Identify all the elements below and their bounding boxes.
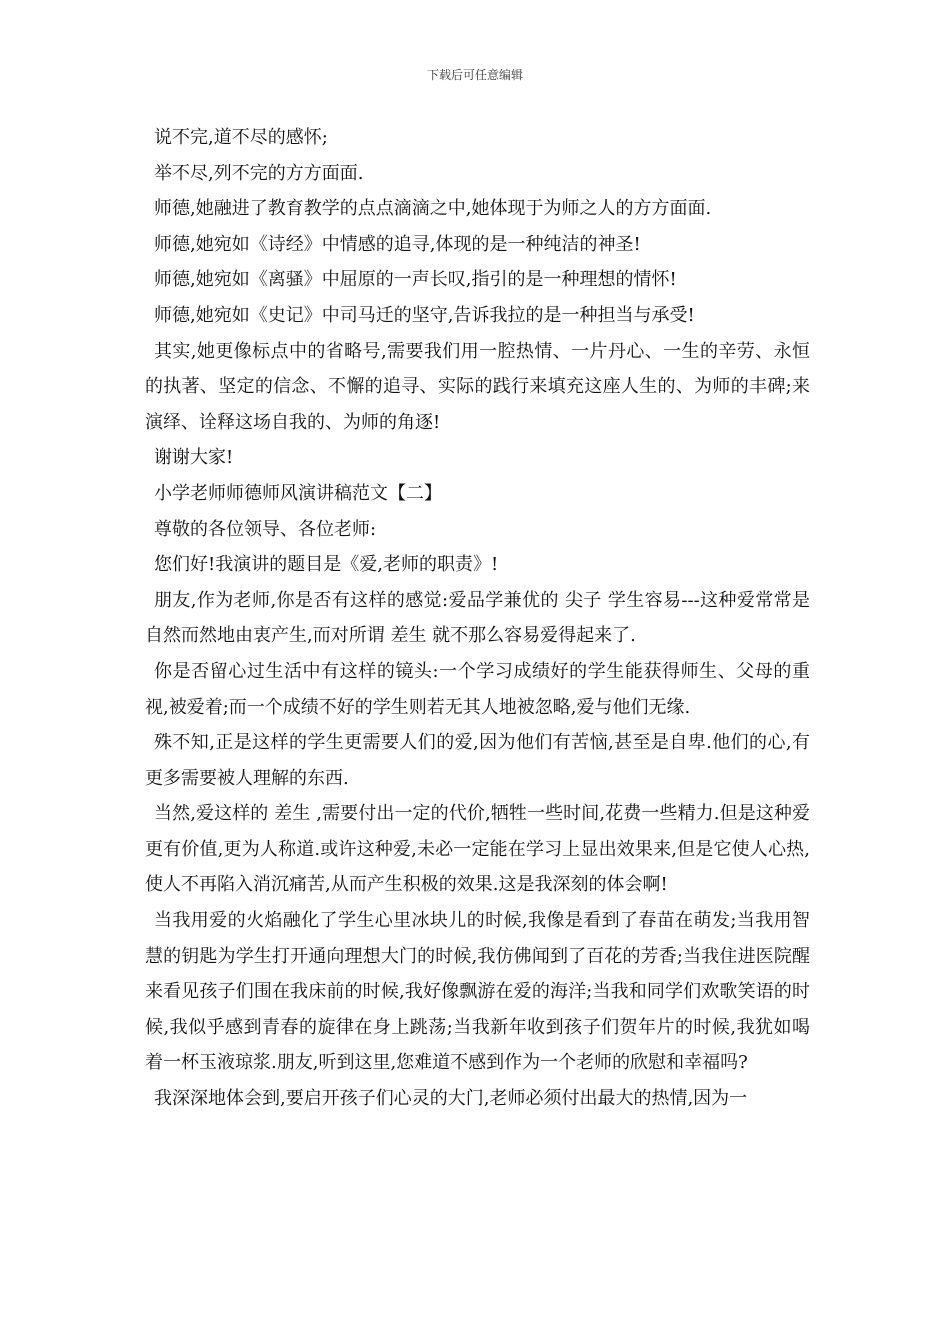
paragraph: 谢谢大家! — [154, 447, 234, 469]
paragraph: 你是否留心过生活中有这样的镜头:一个学习成绩好的学生能获得师生、父母的重视,被爱着;而一个成绩不好的学生则若无其人地被忽略,爱与他们无缘. — [145, 660, 810, 718]
paragraph: 您们好!我演讲的题目是《爱,老师的职责》! — [154, 554, 499, 576]
paragraph: 师德,她融进了教育教学的点点滴滴之中,她体现于为师之人的方方面面. — [154, 198, 712, 220]
paragraph: 我深深地体会到,要启开孩子们心灵的大门,老师必须付出最大的热情,因为一 — [154, 1088, 748, 1110]
salutation: 尊敬的各位领导、各位老师: — [154, 518, 377, 540]
paragraph: 殊不知,正是这样的学生更需要人们的爱,因为他们有苦恼,甚至是自卑.他们的心,有更多需要被人理解的东西. — [145, 732, 810, 789]
paragraph: 其实,她更像标点中的省略号,需要我们用一腔热情、一片丹心、一生的辛劳、永恒的执著、坚定的信念、不懈的追寻、实际的践行来填充这座人生的、为师的丰碑;来演绎、诠释这场自我的、为师的角逐! — [145, 340, 810, 433]
paragraph: 朋友,作为老师,你是否有这样的感觉:爱品学兼优的 尖子 学生容易---这种爱常常是自然而然地由衷产生,而对所谓 差生 就不那么容易爱得起来了. — [145, 589, 810, 647]
paragraph: 师德,她宛如《史记》中司马迁的坚守,告诉我拉的是一种担当与承受! — [154, 304, 695, 326]
paragraph: 师德,她宛如《离骚》中屈原的一声长叹,指引的是一种理想的情怀! — [154, 269, 677, 291]
paragraph: 当我用爱的火焰融化了学生心里冰块儿的时候,我像是看到了春苗在萌发;当我用智慧的钥匙为学生打开通向理想大门的时候,我仿佛闻到了百花的芳香;当我住进医院醒来看见孩子们围在我床前的时候,我好像飘游在爱的海洋;当我和同学们欢歌笑语的时候,我似乎感到青春的旋律在身上跳荡;当我新年收到孩子们贺年片的时候,我犹如喝着一杯玉液琼浆.朋友,听到这里,您难道不感到作为一个老师的欣慰和幸福吗? — [145, 910, 810, 1074]
section-title: 小学老师师德师风演讲稿范文【二】 — [154, 482, 442, 504]
document-body — [145, 120, 810, 1117]
header-note: 下载后可任意编辑 — [426, 68, 523, 82]
paragraph: 说不完,道不尽的感怀; — [154, 127, 328, 148]
paragraph: 举不尽,列不完的方方面面. — [154, 162, 364, 184]
paragraph: 当然,爱这样的 差生 ,需要付出一定的代价,牺牲一些时间,花费一些精力.但是这种爱更有价值,更为人称道.或许这种爱,未必一定能在学习上显出效果来,但是它使人心热,使人不再陷入消沉痛苦,从而产生积极的效果.这是我深刻的体会啊! — [145, 803, 810, 896]
paragraph: 师德,她宛如《诗经》中情感的追寻,体现的是一种纯洁的神圣! — [154, 233, 641, 255]
